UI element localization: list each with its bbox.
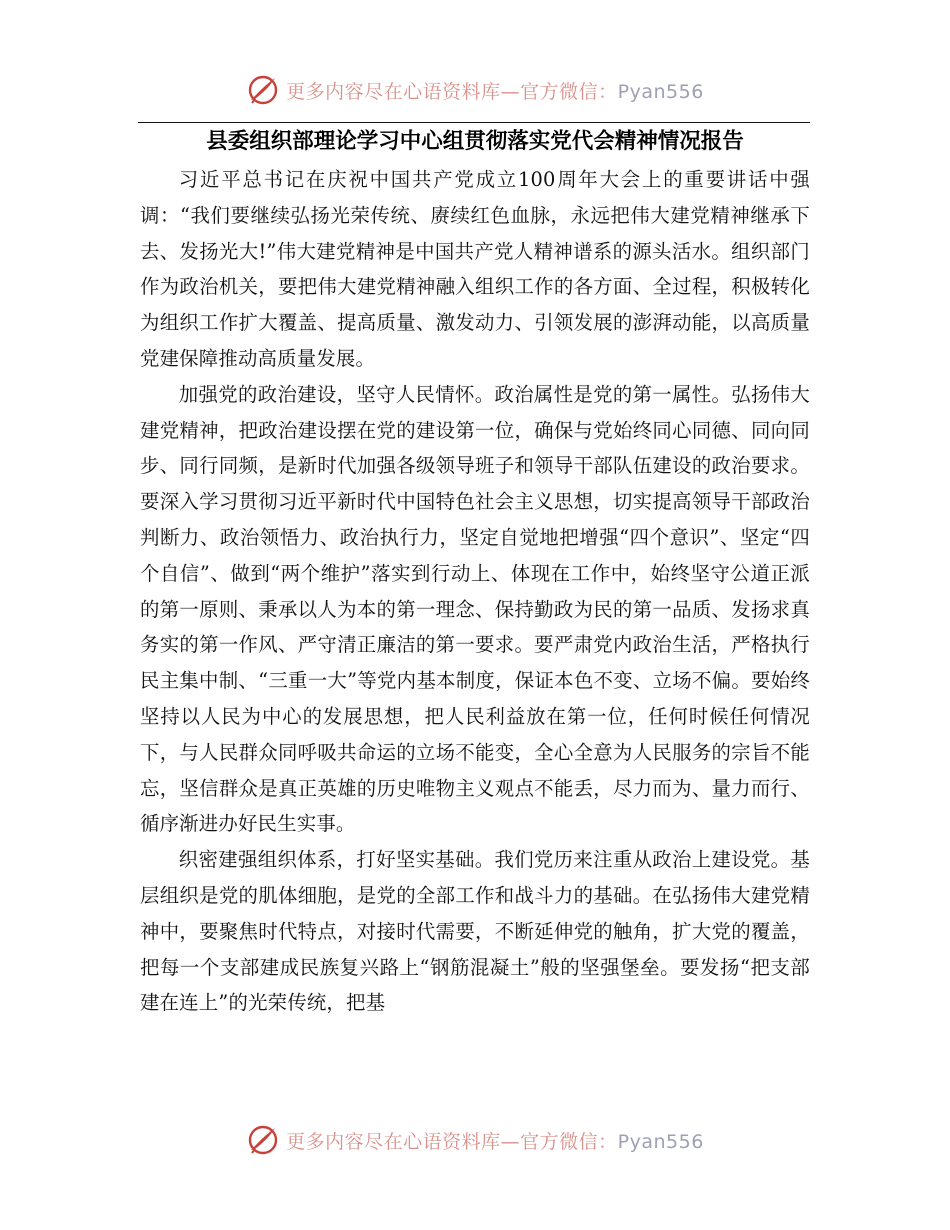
- quill-pen-seal-icon: [246, 73, 280, 107]
- quill-pen-seal-icon: [246, 1123, 280, 1157]
- wechat-id: Pyan556: [617, 80, 704, 103]
- banner-text: 更多内容尽在心语资料库—官方微信：Pyan556: [286, 1130, 704, 1153]
- footer-banner: [0, 1120, 950, 1160]
- document-body: [140, 162, 810, 1021]
- header-rule: [138, 122, 810, 123]
- paragraph: 加强党的政治建设，坚守人民情怀。政治属性是党的第一属性。弘扬伟大建党精神，把政治建设摆在党的建设第一位，确保与党始终同心同德、同向同步、同行同频，是新时代加强各级领导班子和领导干部队伍建设的政治要求。要深入学习贯彻习近平新时代中国特色社会主义思想，切实提高领导干部政治判断力、政治领悟力、政治执行力，坚定自觉地把增强“四个意识”、坚定“四个自信”、做到“两个维护”落实到行动上、体现在工作中，始终坚守公道正派的第一原则、秉承以人为本的第一理念、保持勤政为民的第一品质、发扬求真务实的第一作风、严守清正廉洁的第一要求。要严肃党内政治生活，严格执行民主集中制、“三重一大”等党内基本制度，保证本色不变、立场不偏。要始终坚持以人民为中心的发展思想，把人民利益放在第一位，任何时候任何情况下，与人民群众同呼吸共命运的立场不能变，全心全意为人民服务的宗旨不能忘，坚信群众是真正英雄的历史唯物主义观点不能丢，尽力而为、量力而行、循序渐进办好民生实事。: [140, 382, 810, 836]
- document-title: 县委组织部理论学习中心组贯彻落实党代会精神情况报告: [206, 129, 744, 154]
- paragraph: 织密建强组织体系，打好坚实基础。我们党历来注重从政治上建设党。基层组织是党的肌体细胞，是党的全部工作和战斗力的基础。在弘扬伟大建党精神中，要聚焦时代特点，对接时代需要，不断延伸党的触角，扩大党的覆盖，把每一个支部建成民族复兴路上“钢筋混凝土”般的坚强堡垒。要发扬“把支部建在连上”的光荣传统，把基: [140, 848, 810, 1015]
- header-banner: [0, 70, 950, 110]
- banner-text: 更多内容尽在心语资料库—官方微信：Pyan556: [286, 80, 704, 103]
- wechat-id: Pyan556: [617, 1130, 704, 1153]
- paragraph: 习近平总书记在庆祝中国共产党成立100周年大会上的重要讲话中强调：“我们要继续弘扬光荣传统、赓续红色血脉，永远把伟大建党精神继承下去、发扬光大!”伟大建党精神是中国共产党人精神谱系的源头活水。组织部门作为政治机关，要把伟大建党精神融入组织工作的各方面、全过程，积极转化为组织工作扩大覆盖、提高质量、激发动力、引领发展的澎湃动能，以高质量党建保障推动高质量发展。: [140, 168, 810, 370]
